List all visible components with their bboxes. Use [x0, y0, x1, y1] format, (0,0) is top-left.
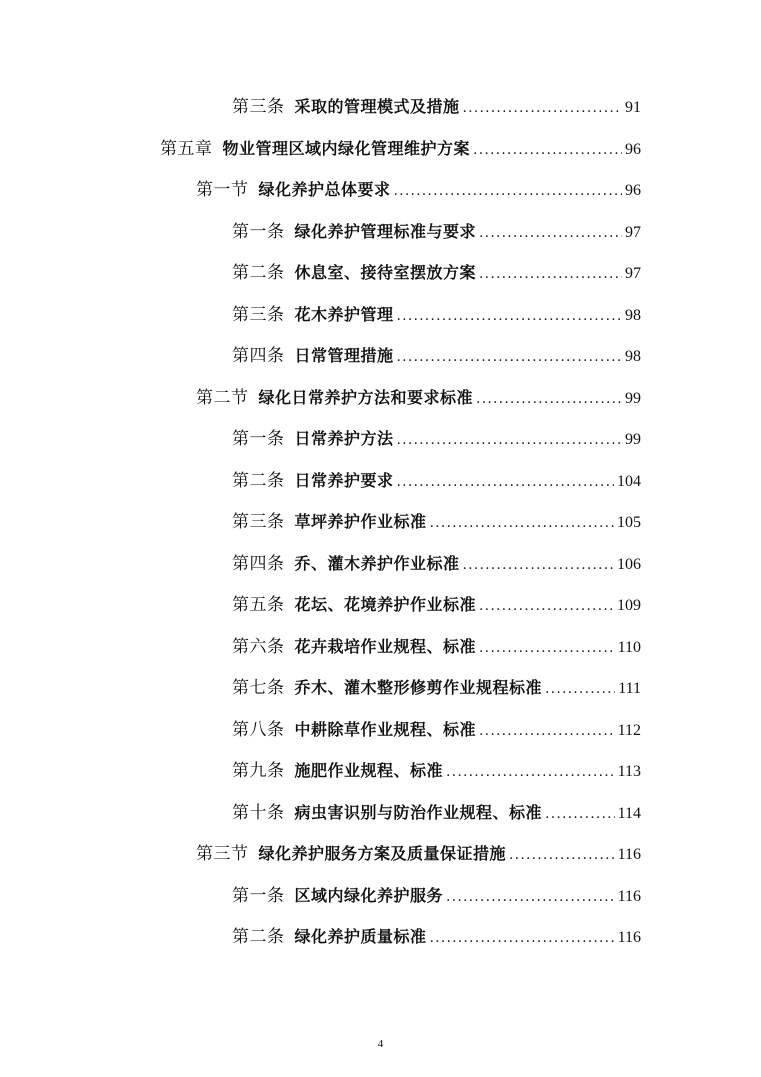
- dot-leader: [446, 882, 615, 912]
- toc-entry-page: 97: [625, 224, 641, 241]
- toc-entry[interactable]: [232, 258, 641, 288]
- toc-entry-number: 第一条: [232, 222, 285, 242]
- toc-entry-title: 草坪养护作业标准: [294, 512, 427, 531]
- dot-leader: [397, 467, 614, 497]
- toc-entry-number: 第八条: [232, 720, 285, 740]
- toc-entry-page: 98: [625, 348, 641, 365]
- toc-entry-number: 第六条: [232, 637, 285, 657]
- toc-entry[interactable]: [232, 549, 641, 579]
- toc-entry-page: 91: [625, 99, 641, 116]
- dot-leader: [394, 176, 622, 206]
- toc-entry-number: 第三节: [196, 844, 249, 864]
- toc-entry-title: 乔、灌木养护作业标准: [294, 554, 460, 573]
- toc-entry-page: 97: [625, 265, 641, 282]
- toc-entry-title: 绿化养护总体要求: [258, 180, 391, 199]
- dot-leader: [463, 93, 622, 123]
- toc-entry-number: 第七条: [232, 678, 285, 698]
- toc-entry-number: 第十条: [232, 803, 285, 823]
- dot-leader: [545, 674, 615, 704]
- toc-entry-title: 乔木、灌木整形修剪作业规程标准: [294, 678, 543, 697]
- toc-entry-title: 日常管理措施: [294, 346, 394, 365]
- toc-entry-title: 花木养护管理: [294, 305, 394, 324]
- toc-entry-title: 病虫害识别与防治作业规程、标准: [294, 803, 543, 822]
- dot-leader: [509, 840, 615, 870]
- toc-entry-page: 116: [617, 846, 641, 863]
- toc-entry[interactable]: [232, 341, 641, 371]
- toc-entry[interactable]: [232, 300, 641, 330]
- toc-entry[interactable]: [232, 92, 641, 122]
- toc-entry-number: 第二条: [232, 927, 285, 947]
- toc-entry-number: 第三条: [232, 305, 285, 325]
- toc-entry[interactable]: [232, 922, 641, 952]
- toc-entry-number: 第三条: [232, 97, 285, 117]
- toc-entry-number: 第二节: [196, 388, 249, 408]
- toc-entry-title: 休息室、接待室摆放方案: [294, 263, 477, 282]
- toc-entry-page: 96: [625, 182, 641, 199]
- toc-entry-title: 采取的管理模式及措施: [294, 97, 460, 116]
- dot-leader: [479, 218, 622, 248]
- toc-entry-title: 日常养护要求: [294, 471, 394, 490]
- toc-entry[interactable]: [196, 839, 641, 869]
- toc-entry[interactable]: [232, 798, 641, 828]
- toc-entry-number: 第一节: [196, 180, 249, 200]
- dot-leader: [479, 259, 622, 289]
- dot-leader: [397, 425, 622, 455]
- dot-leader: [476, 384, 622, 414]
- page-number: 4: [377, 1038, 384, 1050]
- toc-entry-number: 第九条: [232, 761, 285, 781]
- toc-entry-page: 105: [617, 514, 641, 531]
- dot-leader: [479, 633, 615, 663]
- dot-leader: [397, 342, 622, 372]
- toc-entry[interactable]: [232, 673, 641, 703]
- toc-entry-title: 区域内绿化养护服务: [294, 886, 444, 905]
- toc-entry[interactable]: [232, 756, 641, 786]
- toc-entry-title: 绿化养护质量标准: [294, 927, 427, 946]
- toc-entry-title: 花坛、花境养护作业标准: [294, 595, 477, 614]
- toc-entry[interactable]: [232, 590, 641, 620]
- toc-entry-page: 99: [625, 390, 641, 407]
- toc-entry-number: 第一条: [232, 886, 285, 906]
- toc-entry-number: 第二条: [232, 263, 285, 283]
- toc-entry-title: 物业管理区域内绿化管理维护方案: [222, 139, 471, 158]
- toc-entry[interactable]: [232, 424, 641, 454]
- toc-entry-title: 绿化日常养护方法和要求标准: [258, 388, 474, 407]
- toc-entry-page: 104: [617, 473, 641, 490]
- dot-leader: [463, 550, 614, 580]
- toc-entry[interactable]: [232, 881, 641, 911]
- toc-entry[interactable]: [232, 217, 641, 247]
- toc-entry[interactable]: [232, 715, 641, 745]
- toc-entry-title: 花卉栽培作业规程、标准: [294, 637, 477, 656]
- toc-entry[interactable]: [160, 134, 641, 164]
- toc-entry-number: 第四条: [232, 554, 285, 574]
- toc-entry-title: 绿化养护管理标准与要求: [294, 222, 477, 241]
- toc-entry[interactable]: [196, 175, 641, 205]
- dot-leader: [479, 591, 614, 621]
- toc-entry-page: 98: [625, 307, 641, 324]
- dot-leader: [446, 757, 615, 787]
- toc-entry-title: 中耕除草作业规程、标准: [294, 720, 477, 739]
- toc-entry-number: 第五条: [232, 595, 285, 615]
- toc-entry-page: 111: [618, 680, 641, 697]
- toc-entry-number: 第一条: [232, 429, 285, 449]
- toc-entry-number: 第二条: [232, 471, 285, 491]
- toc-entry-title: 绿化养护服务方案及质量保证措施: [258, 844, 507, 863]
- toc-entry[interactable]: [232, 466, 641, 496]
- dot-leader: [473, 135, 622, 165]
- toc-entry-number: 第四条: [232, 346, 285, 366]
- toc-entry-page: 110: [617, 639, 641, 656]
- toc-entry-page: 99: [625, 431, 641, 448]
- dot-leader: [430, 508, 614, 538]
- toc-entry-page: 116: [617, 929, 641, 946]
- dot-leader: [479, 716, 615, 746]
- toc-entry[interactable]: [196, 383, 641, 413]
- toc-entry-page: 114: [617, 805, 641, 822]
- toc-entry-page: 116: [617, 888, 641, 905]
- toc-entry-page: 109: [617, 597, 641, 614]
- toc-entry-title: 日常养护方法: [294, 429, 394, 448]
- toc-entry[interactable]: [232, 507, 641, 537]
- dot-leader: [545, 799, 615, 829]
- toc-entry-page: 112: [617, 722, 641, 739]
- toc-entry-page: 96: [625, 141, 641, 158]
- dot-leader: [430, 923, 615, 953]
- toc-entry-page: 113: [617, 763, 641, 780]
- toc-entry-number: 第三条: [232, 512, 285, 532]
- toc-entry[interactable]: [232, 632, 641, 662]
- dot-leader: [397, 301, 622, 331]
- toc-entry-number: 第五章: [160, 139, 213, 159]
- toc-entry-page: 106: [617, 556, 641, 573]
- toc-entry-title: 施肥作业规程、标准: [294, 761, 444, 780]
